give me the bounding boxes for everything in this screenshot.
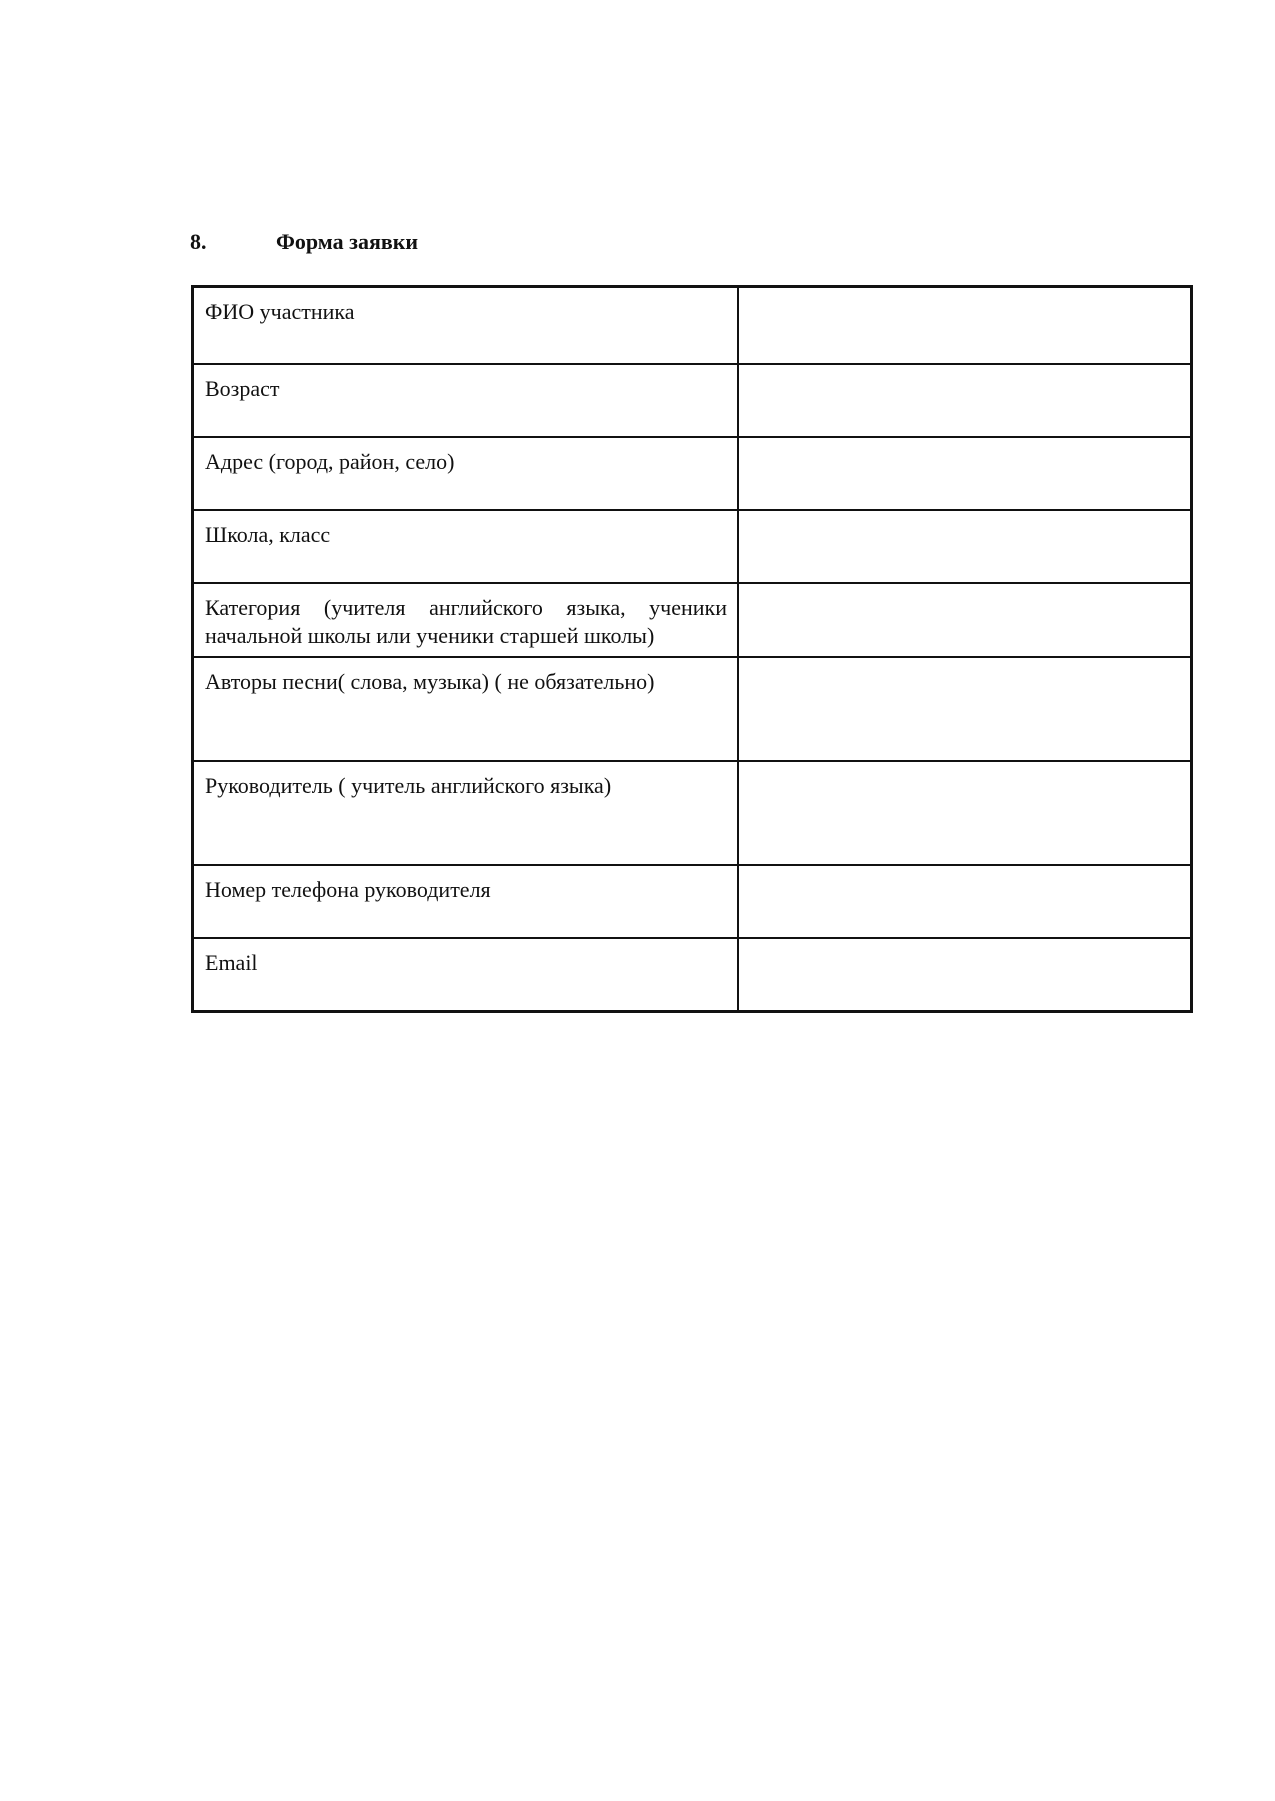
section-number: 8. bbox=[190, 229, 207, 254]
table-row bbox=[193, 510, 1192, 583]
section-title: Форма заявки bbox=[276, 229, 419, 254]
table-row bbox=[193, 583, 1192, 657]
field-label-full-name: ФИО участника bbox=[193, 287, 739, 365]
application-form-table bbox=[191, 285, 1193, 1013]
field-value-supervisor-phone[interactable] bbox=[738, 865, 1192, 938]
table-row bbox=[193, 865, 1192, 938]
field-value-school-class[interactable] bbox=[738, 510, 1192, 583]
field-value-song-authors[interactable] bbox=[738, 657, 1192, 761]
field-value-address[interactable] bbox=[738, 437, 1192, 510]
field-label-school-class: Школа, класс bbox=[193, 510, 739, 583]
field-value-email[interactable] bbox=[738, 938, 1192, 1012]
field-value-age[interactable] bbox=[738, 364, 1192, 437]
field-value-supervisor[interactable] bbox=[738, 761, 1192, 865]
table-row bbox=[193, 364, 1192, 437]
table-row bbox=[193, 657, 1192, 761]
field-label-email: Email bbox=[193, 938, 739, 1012]
field-value-category[interactable] bbox=[738, 583, 1192, 657]
field-label-supervisor: Руководитель ( учитель английского языка) bbox=[193, 761, 739, 865]
field-label-age: Возраст bbox=[193, 364, 739, 437]
table-row bbox=[193, 761, 1192, 865]
field-value-full-name[interactable] bbox=[738, 287, 1192, 365]
field-label-song-authors: Авторы песни( слова, музыка) ( не обязательно) bbox=[193, 657, 739, 761]
field-label-supervisor-phone: Номер телефона руководителя bbox=[193, 865, 739, 938]
table-row bbox=[193, 938, 1192, 1012]
field-label-address: Адрес (город, район, село) bbox=[193, 437, 739, 510]
field-label-category: Категория (учителя английского языка, ученики начальной школы или ученики старшей школы) bbox=[193, 583, 739, 657]
table-row bbox=[193, 437, 1192, 510]
table-row bbox=[193, 287, 1192, 365]
section-heading bbox=[190, 228, 418, 256]
